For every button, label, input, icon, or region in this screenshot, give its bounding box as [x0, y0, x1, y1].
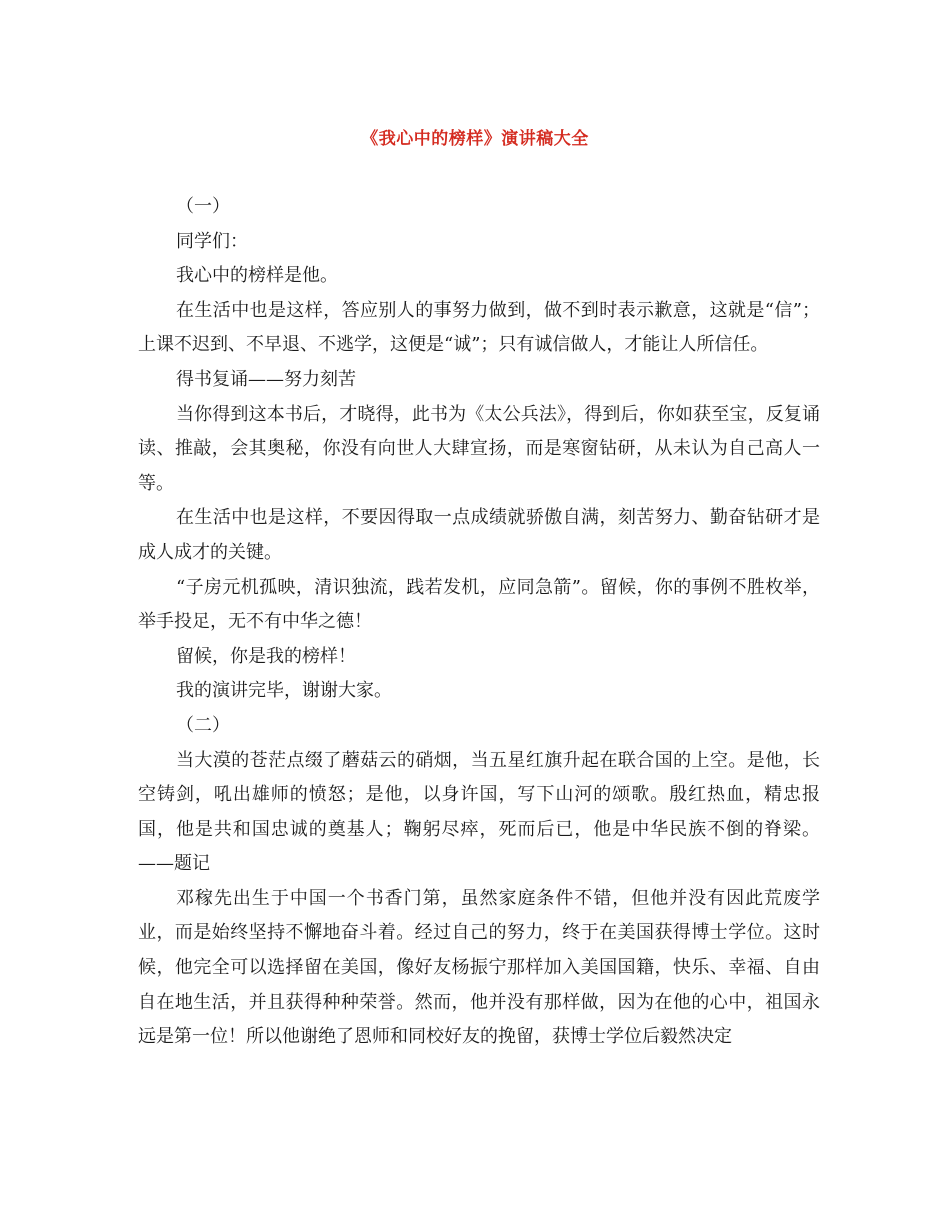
paragraph: 我的演讲完毕，谢谢大家。: [176, 680, 392, 702]
document-body: [138, 190, 820, 1055]
paragraph: 在生活中也是这样，答应别人的事努力做到，做不到时表示歉意，这就是“信”；上课不迟到、不早退、不逃学，这便是“诚”；只有诚信做人，才能让人所信任。: [138, 299, 820, 356]
subheading: 得书复诵——努力刻苦: [176, 368, 356, 390]
document-title: 《我心中的榜样》演讲稿大全: [361, 129, 589, 149]
section-heading-1: （一）: [176, 196, 230, 217]
paragraph: 在生活中也是这样，不要因得取一点成绩就骄傲自满，刻苦努力、勤奋钻研才是成人成才的关键。: [138, 507, 820, 563]
paragraph: 邓稼先出生于中国一个书香门第，虽然家庭条件不错，但他并没有因此荒废学业，而是始终坚持不懈地奋斗着。经过自己的努力，终于在美国获得博士学位。这时候，他完全可以选择留在美国，像好友杨振宁那样加入美国国籍，快乐、幸福、自由自在地生活，并且获得种种荣誉。然而，他并没有那样做，因为在他的心中，祖国永远是第一位！所以他谢绝了恩师和同校好友的挽留，获博士学位后毅然决定: [138, 887, 820, 1048]
greeting: 同学们：: [176, 230, 248, 252]
paragraph: 我心中的榜样是他。: [176, 265, 338, 287]
section-heading-2: （二）: [176, 714, 230, 736]
paragraph: 当大漠的苍茫点缀了蘑菇云的硝烟，当五星红旗升起在联合国的上空。是他，长空铸剑，吼出雄师的愤怒；是他，以身许国，写下山河的颂歌。殷红热血，精忠报国，他是共和国忠诚的奠基人；鞠躬尽瘁，死而后已，他是中华民族不倒的脊梁。——题记: [138, 749, 820, 875]
paragraph: 留候，你是我的榜样！: [176, 645, 356, 667]
paragraph: “子房元机孤映，清识独流，践若发机，应同急箭”。留候，你的事例不胜枚举，举手投足，无不有中华之德！: [138, 576, 820, 633]
paragraph: 当你得到这本书后，才晓得，此书为《太公兵法》，得到后，你如获至宝，反复诵读、推敲，会其奥秘，你没有向世人大肆宣扬，而是寒窗钻研，从未认为自己高人一等。: [138, 403, 820, 494]
